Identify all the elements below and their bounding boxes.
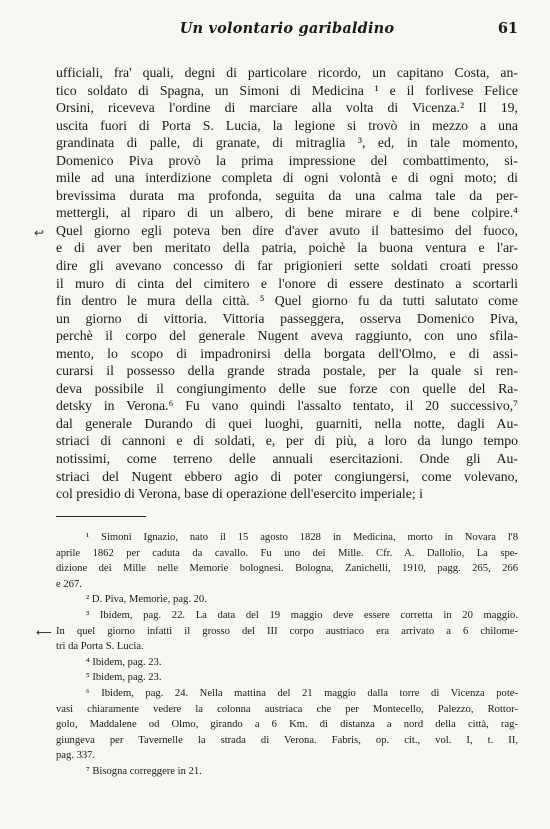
footnote-line: vasi chiaramente vedere la colonna austriaca che per Montecello, Palezzo, Rottor- — [56, 703, 518, 715]
footnotes-block — [56, 530, 518, 780]
text-line: mile ad una interdizione completa di ogni volontà e di ogni moto; di — [56, 170, 518, 186]
footnote-line: aprile 1862 per caduta da cavallo. Fu uno dei Mille. Cfr. A. Dallolio, La spe- — [56, 547, 518, 559]
main-text-block — [56, 64, 518, 503]
footnote-separator — [56, 516, 146, 517]
footnote-6 — [56, 686, 518, 764]
footnote-line: ⁵ Ibidem, pag. 23. — [86, 672, 162, 684]
footnote-line: ⁶ Ibidem, pag. 24. Nella mattina del 21 maggio dalla torre di Vicenza pote- — [86, 687, 518, 699]
footnote-line: ⁷ Bisogna correggere in 21. — [86, 765, 202, 777]
footnote-line: ³ Ibidem, pag. 22. La data del 19 maggio deve essere corretta in 20 maggio. — [86, 609, 518, 621]
footnote-line: golo, Maddalene od Olmo, girando a 6 Km. di distanza a nord della città, rag- — [56, 719, 518, 731]
footnote-line: ⁴ Ibidem, pag. 23. — [86, 656, 162, 668]
text-line: Orsini, riceveva l'ordine di marciare alla volta di Vicenza.² Il 19, — [56, 100, 518, 116]
text-line: deva possibile il congiungimento delle sue forze con quelle del Ra- — [56, 380, 518, 396]
footnote-line: ² D. Piva, Memorie, pag. 20. — [86, 594, 207, 606]
text-line: mettergli, al riparo di un albero, di bene mirare e di bene colpire.⁴ — [56, 205, 518, 221]
footnote-3 — [56, 608, 518, 655]
text-line: uscita fuori di Porta S. Lucia, la legione si trovò in mezzo a una — [56, 117, 518, 133]
footnote-5 — [56, 670, 518, 686]
footnote-4 — [56, 655, 518, 671]
text-line: mento, lo scopo di impadronirsi della borgata dell'Olmo, e di assi- — [56, 345, 518, 361]
footnote-line: tri da Porta S. Lucia. — [56, 641, 144, 653]
text-line: tico soldato di Spagna, un Simoni di Medicina ¹ e il forlivese Felice — [56, 82, 518, 98]
text-line: Domenico Piva provò la prima impressione del combattimento, si- — [56, 152, 518, 168]
text-line: curarsi il possesso della grande strada postale, per la quale si ren- — [56, 363, 518, 379]
footnote-line: pag. 337. — [56, 750, 96, 762]
running-header — [56, 20, 518, 42]
text-line: striaci di cannoni e di soldati, e, per di più, a loro da lungo tempo — [56, 433, 518, 449]
text-line: col presidio di Verona, base di operazione dell'esercito imperiale; i — [56, 486, 423, 502]
page-number: 61 — [497, 20, 518, 37]
text-line: brevissima durata ma profonda, seguita da una calma tale da per- — [56, 187, 518, 203]
text-line: grandinata di palle, di granate, di mitraglia ³, ed, in tale momento, — [56, 135, 518, 151]
footnote-7 — [56, 764, 518, 780]
text-line: Quel giorno egli poteva ben dire d'aver avuto il battesimo del fuoco, — [56, 222, 518, 238]
footnote-line: In quel giorno infatti il grosso del III corpo austriaco era arrivato a 6 chilome- — [56, 625, 518, 637]
text-line: perchè il corpo del generale Nugent aveva raggiunto, con uno sfila- — [56, 328, 518, 344]
footnote-line: giungeva per Tavernelle la strada di Verona. Fabris, op. cit., vol. I, t. II, — [56, 734, 518, 746]
footnote-line: e 267. — [56, 578, 82, 590]
text-line: e di aver ben meritato della patria, poichè la buona ventura e l'ar- — [56, 240, 518, 256]
text-line: ufficiali, fra' quali, degni di particolare ricordo, un capitano Costa, an- — [56, 65, 518, 80]
text-line: detsky in Verona.⁶ Fu vano quindi l'assalto tentato, il 20 successivo,⁷ — [56, 398, 518, 414]
margin-annotation-mark: ↩ — [34, 226, 45, 240]
footnote-line: dizione dei Mille nelle Memorie bolognesi. Bologna, Zanichelli, 1910, pagg. 265, 266 — [56, 563, 518, 575]
text-line: dire gli avevano concesso di far prigionieri sette soldati croati presso — [56, 258, 518, 274]
footnote-annotation-mark: ⟵ — [36, 626, 52, 639]
text-line: un giorno di vittoria. Vittoria passeggera, osserva Domenico Piva, — [56, 310, 518, 326]
text-line: dal generale Durando di quei luoghi, guarniti, nella notte, dagli Au- — [56, 415, 518, 431]
footnote-line: ¹ Simoni Ignazio, nato il 15 agosto 1828 in Medicina, morto in Novara l'8 — [86, 532, 518, 543]
text-line: fin dentro le mura della città. ⁵ Quel giorno fu da tutti salutato come — [56, 293, 518, 309]
text-line: notissimi, come terreno delle annuali esercitazioni. Onde gli Au- — [56, 451, 518, 467]
text-line: il muro di cinta del cimitero e l'onore di essere destinato a scortarli — [56, 275, 518, 291]
footnote-1 — [56, 530, 518, 592]
text-line: striaci del Nugent ebbero agio di poter congiungersi, come volevano, — [56, 468, 518, 484]
footnote-2 — [56, 592, 518, 608]
running-title: Un volontario garibaldino — [179, 20, 395, 37]
